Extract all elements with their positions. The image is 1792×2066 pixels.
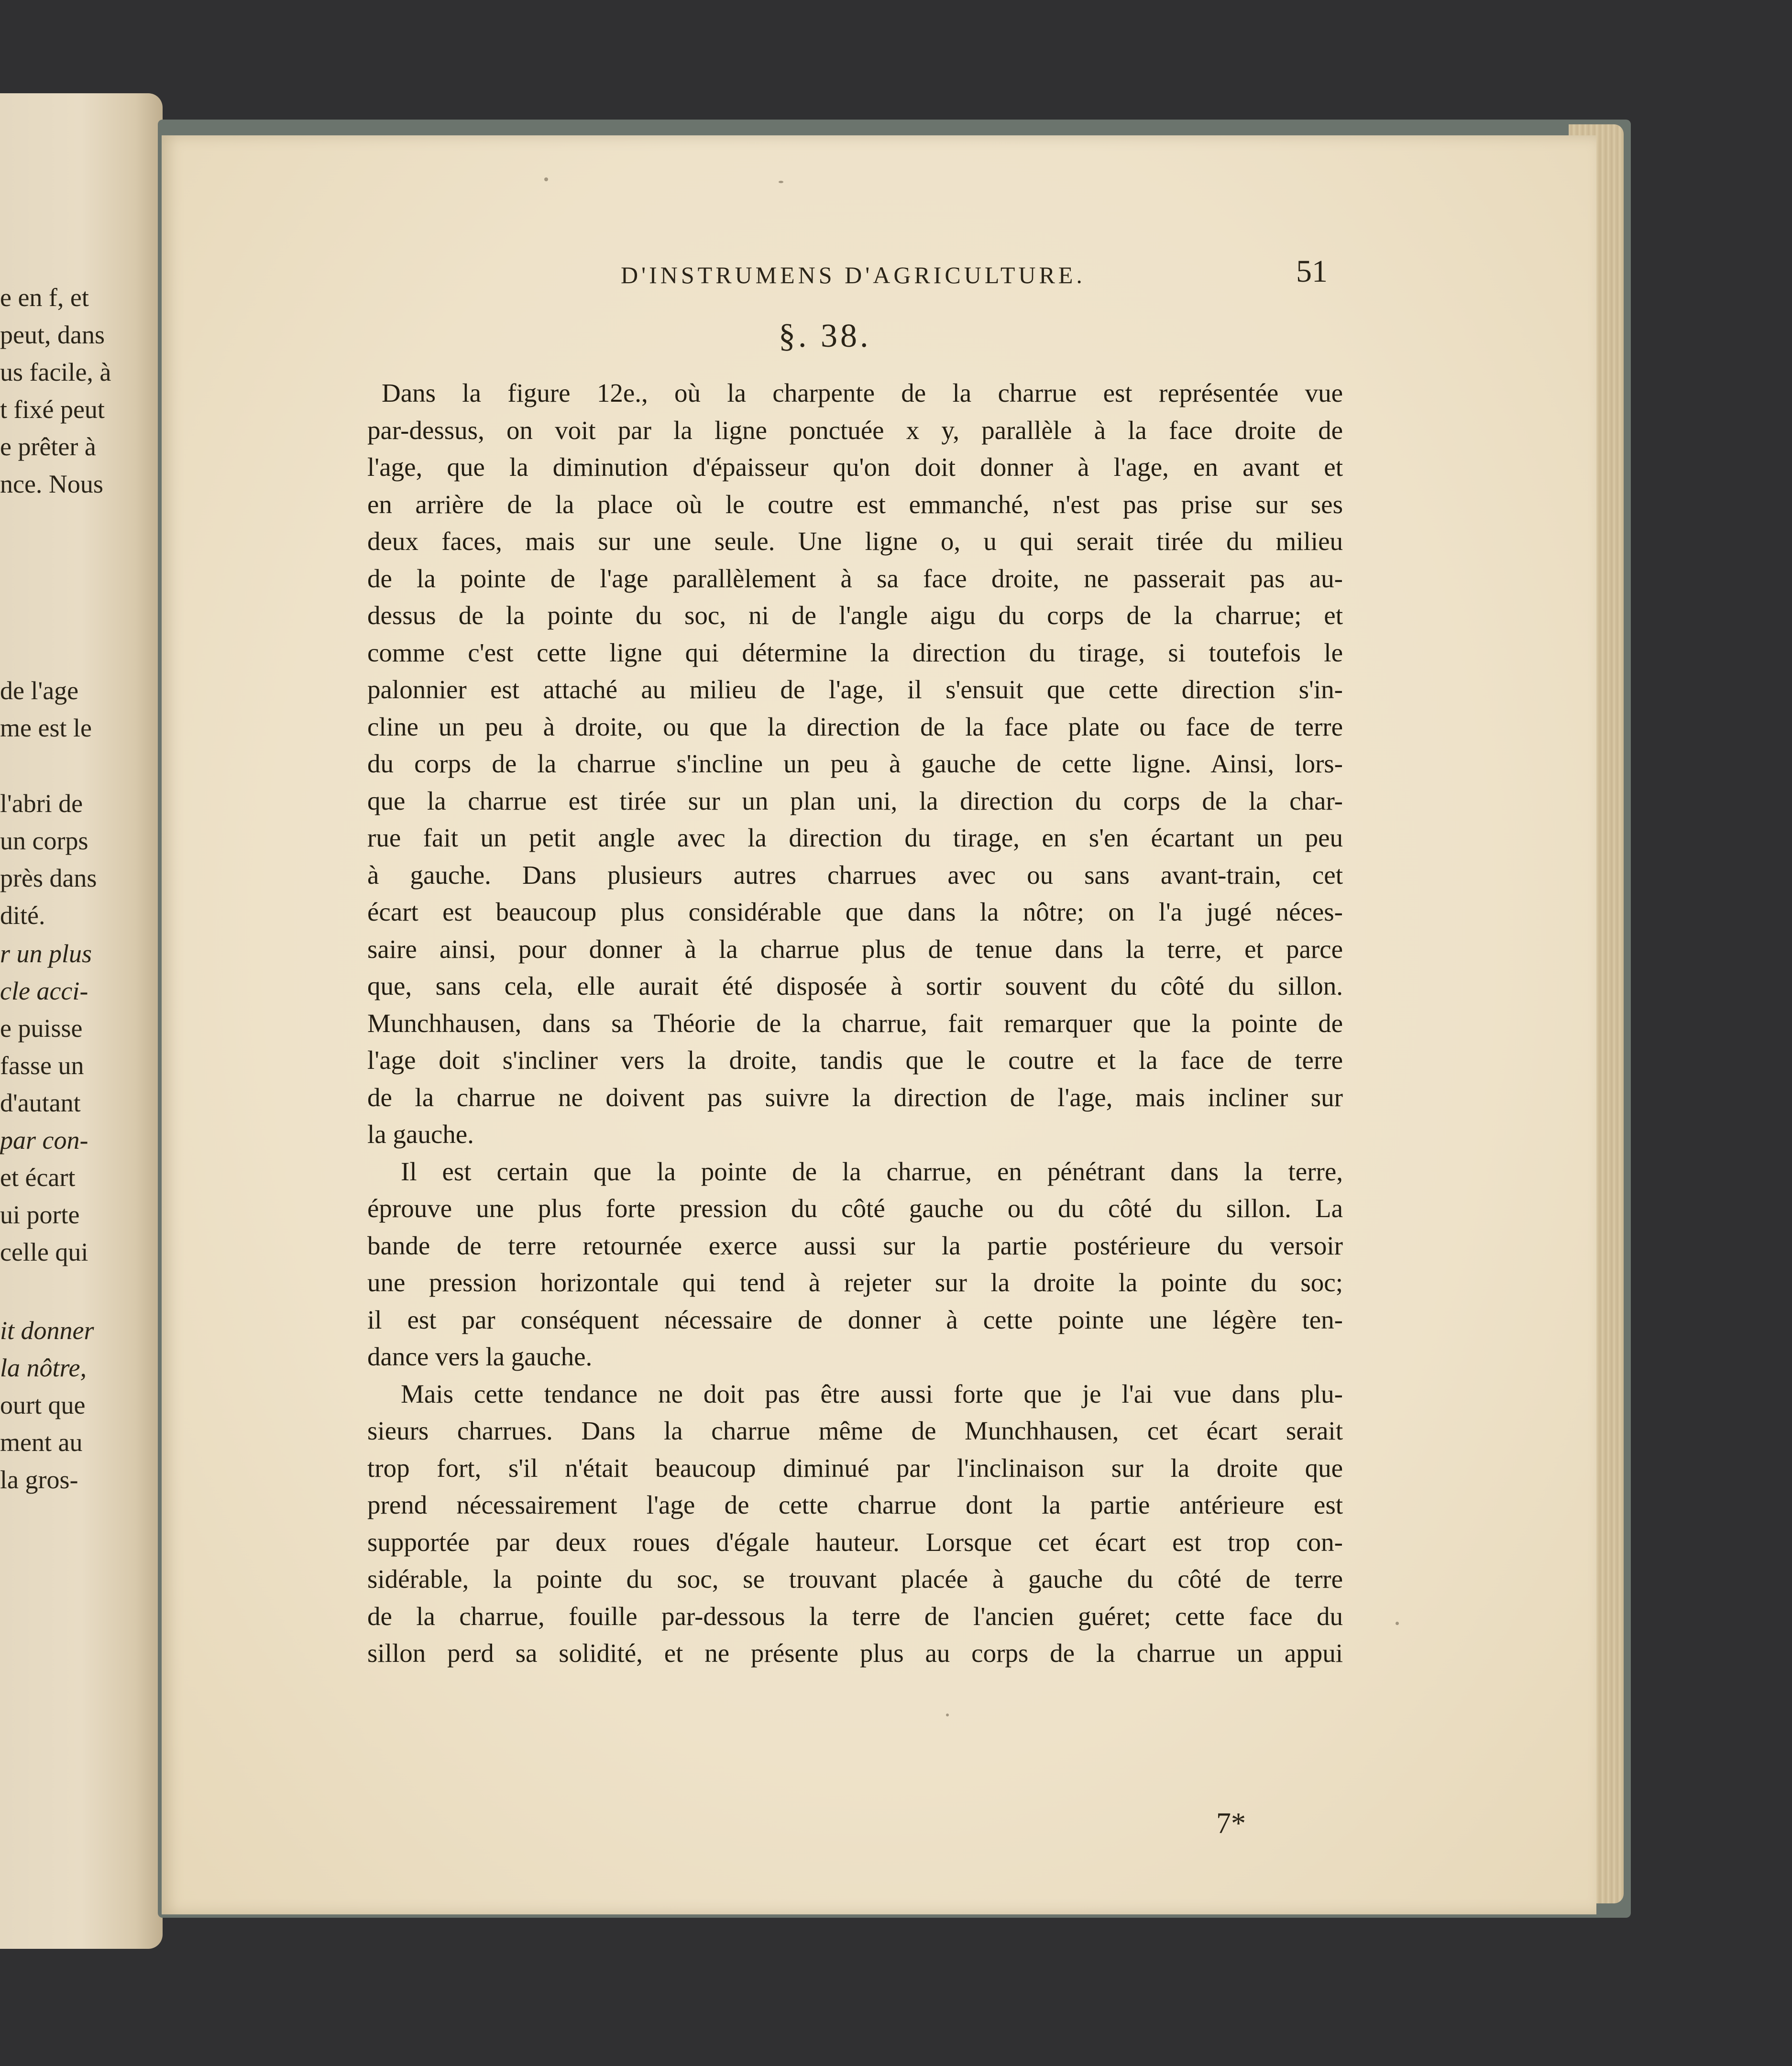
left-page-line: ui porte [0,1200,80,1229]
text-line: l'age, que la diminution d'épaisseur qu'on doit donner à l'age, en avant et [367,452,1343,482]
signature-mark: 7* [1216,1807,1246,1840]
left-page-line: de l'age [0,676,79,705]
left-page-line: la nôtre, [0,1353,87,1382]
text-line: Mais cette tendance ne doit pas être aussi forte que je l'ai vue dans plu- [401,1379,1343,1408]
text-line: éprouve une plus forte pression du côté gauche ou du côté du sillon. La [367,1194,1343,1223]
text-line: écart est beaucoup plus considérable que dans la nôtre; on l'a jugé néces- [367,897,1343,926]
left-page-line: par con- [0,1126,88,1154]
left-page-line: us facile, à [0,358,111,386]
left-page-line: me est le [0,714,92,742]
text-line: trop fort, s'il n'était beaucoup diminué par l'inclinaison sur la droite que [367,1453,1343,1483]
left-page-line: e prêter à [0,432,96,461]
text-line: sidérable, la pointe du soc, se trouvant placée à gauche du côté de terre [367,1564,1343,1593]
left-page-line: ourt que [0,1391,86,1419]
text-line: dessus de la pointe du soc, ni de l'angle aigu du corps de la charrue; et [367,601,1343,630]
text-line: saire ainsi, pour donner à la charrue plus de tenue dans la terre, et parce [367,934,1343,964]
text-line: rue fait un petit angle avec la direction du tirage, en s'en écartant un peu [367,823,1343,852]
text-line: l'age doit s'incliner vers la droite, tandis que le coutre et la face de terre [367,1045,1343,1075]
text-line: sieurs charrues. Dans la charrue même de Munchhausen, cet écart serait [367,1416,1343,1445]
text-line: deux faces, mais sur une seule. Une ligne o, u qui serait tirée du milieu [367,527,1343,556]
paper-speck [946,1714,949,1716]
text-line: sillon perd sa solidité, et ne présente plus au corps de la charrue un appui [367,1638,1343,1668]
left-page-line: it donner [0,1316,94,1345]
left-page-line: e puisse [0,1014,83,1043]
text-line: de la charrue ne doivent pas suivre la direction de l'age, mais incliner sur [367,1082,1343,1112]
left-page-line: l'abri de [0,789,83,818]
left-page-line: cle acci- [0,977,88,1005]
text-line: que, sans cela, elle aurait été disposée à sortir souvent du côté du sillon. [367,971,1343,1000]
text-line: une pression horizontale qui tend à rejeter sur la droite la pointe du soc; [367,1268,1343,1297]
left-page-line: dité. [0,901,45,930]
left-page-line: ment au [0,1428,83,1457]
left-page-line: près dans [0,864,97,892]
left-page-line: la gros- [0,1465,78,1494]
text-line: la gauche. [367,1120,474,1149]
main-page [162,135,1596,1914]
left-page-line: celle qui [0,1238,88,1266]
paper-speck [544,177,548,181]
paper-speck [779,181,783,183]
body-text [367,374,1343,1672]
text-line: de la charrue, fouille par-dessous la terre de l'ancien guéret; cette face du [367,1601,1343,1631]
left-page-line: un corps [0,826,88,855]
page-number: 51 [1296,254,1328,289]
left-page-line: et écart [0,1163,76,1192]
text-line: Munchhausen, dans sa Théorie de la charrue, fait remarquer que la pointe de [367,1008,1343,1038]
left-page-line: e en f, et [0,283,89,312]
left-page-line: r un plus [0,939,92,968]
text-line: que la charrue est tirée sur un plan uni, la direction du corps de la char- [367,786,1343,815]
text-line: de la pointe de l'age parallèlement à sa face droite, ne passerait pas au- [367,563,1343,593]
left-page-line: peut, dans [0,320,105,349]
left-page-line: t fixé peut [0,395,105,424]
text-line: Il est certain que la pointe de la charrue, en pénétrant dans la terre, [401,1156,1343,1186]
left-page-line: fasse un [0,1051,84,1080]
left-page-line: nce. Nous [0,470,103,498]
section-heading: §. 38. [779,318,871,354]
facing-left-page [0,93,163,1949]
paper-speck [1396,1622,1399,1625]
text-line: Dans la figure 12e., où la charpente de la charrue est représentée vue [382,378,1343,407]
text-line: comme c'est cette ligne qui détermine la direction du tirage, si toutefois le [367,637,1343,667]
running-head: D'INSTRUMENS D'AGRICULTURE. [621,262,1086,288]
text-line: en arrière de la place où le coutre est emmanché, n'est pas prise sur ses [367,489,1343,519]
text-line: par-dessus, on voit par la ligne ponctuée x y, parallèle à la face droite de [367,415,1343,445]
text-line: il est par conséquent nécessaire de donner à cette pointe une légère ten- [367,1305,1343,1334]
text-line: à gauche. Dans plusieurs autres charrues avec ou sans avant-train, cet [367,860,1343,890]
text-line: dance vers la gauche. [367,1342,593,1371]
text-line: cline un peu à droite, ou que la direction de la face plate ou face de terre [367,712,1343,741]
text-line: du corps de la charrue s'incline un peu à gauche de cette ligne. Ainsi, lors- [367,749,1343,778]
text-line: prend nécessairement l'age de cette charrue dont la partie antérieure est [367,1490,1343,1519]
text-line: bande de terre retournée exerce aussi sur la partie postérieure du versoir [367,1231,1343,1260]
text-line: palonnier est attaché au milieu de l'age, il s'ensuit que cette direction s'in- [367,675,1343,704]
left-page-line: d'autant [0,1088,81,1117]
text-line: supportée par deux roues d'égale hauteur. Lorsque cet écart est trop con- [367,1527,1343,1557]
